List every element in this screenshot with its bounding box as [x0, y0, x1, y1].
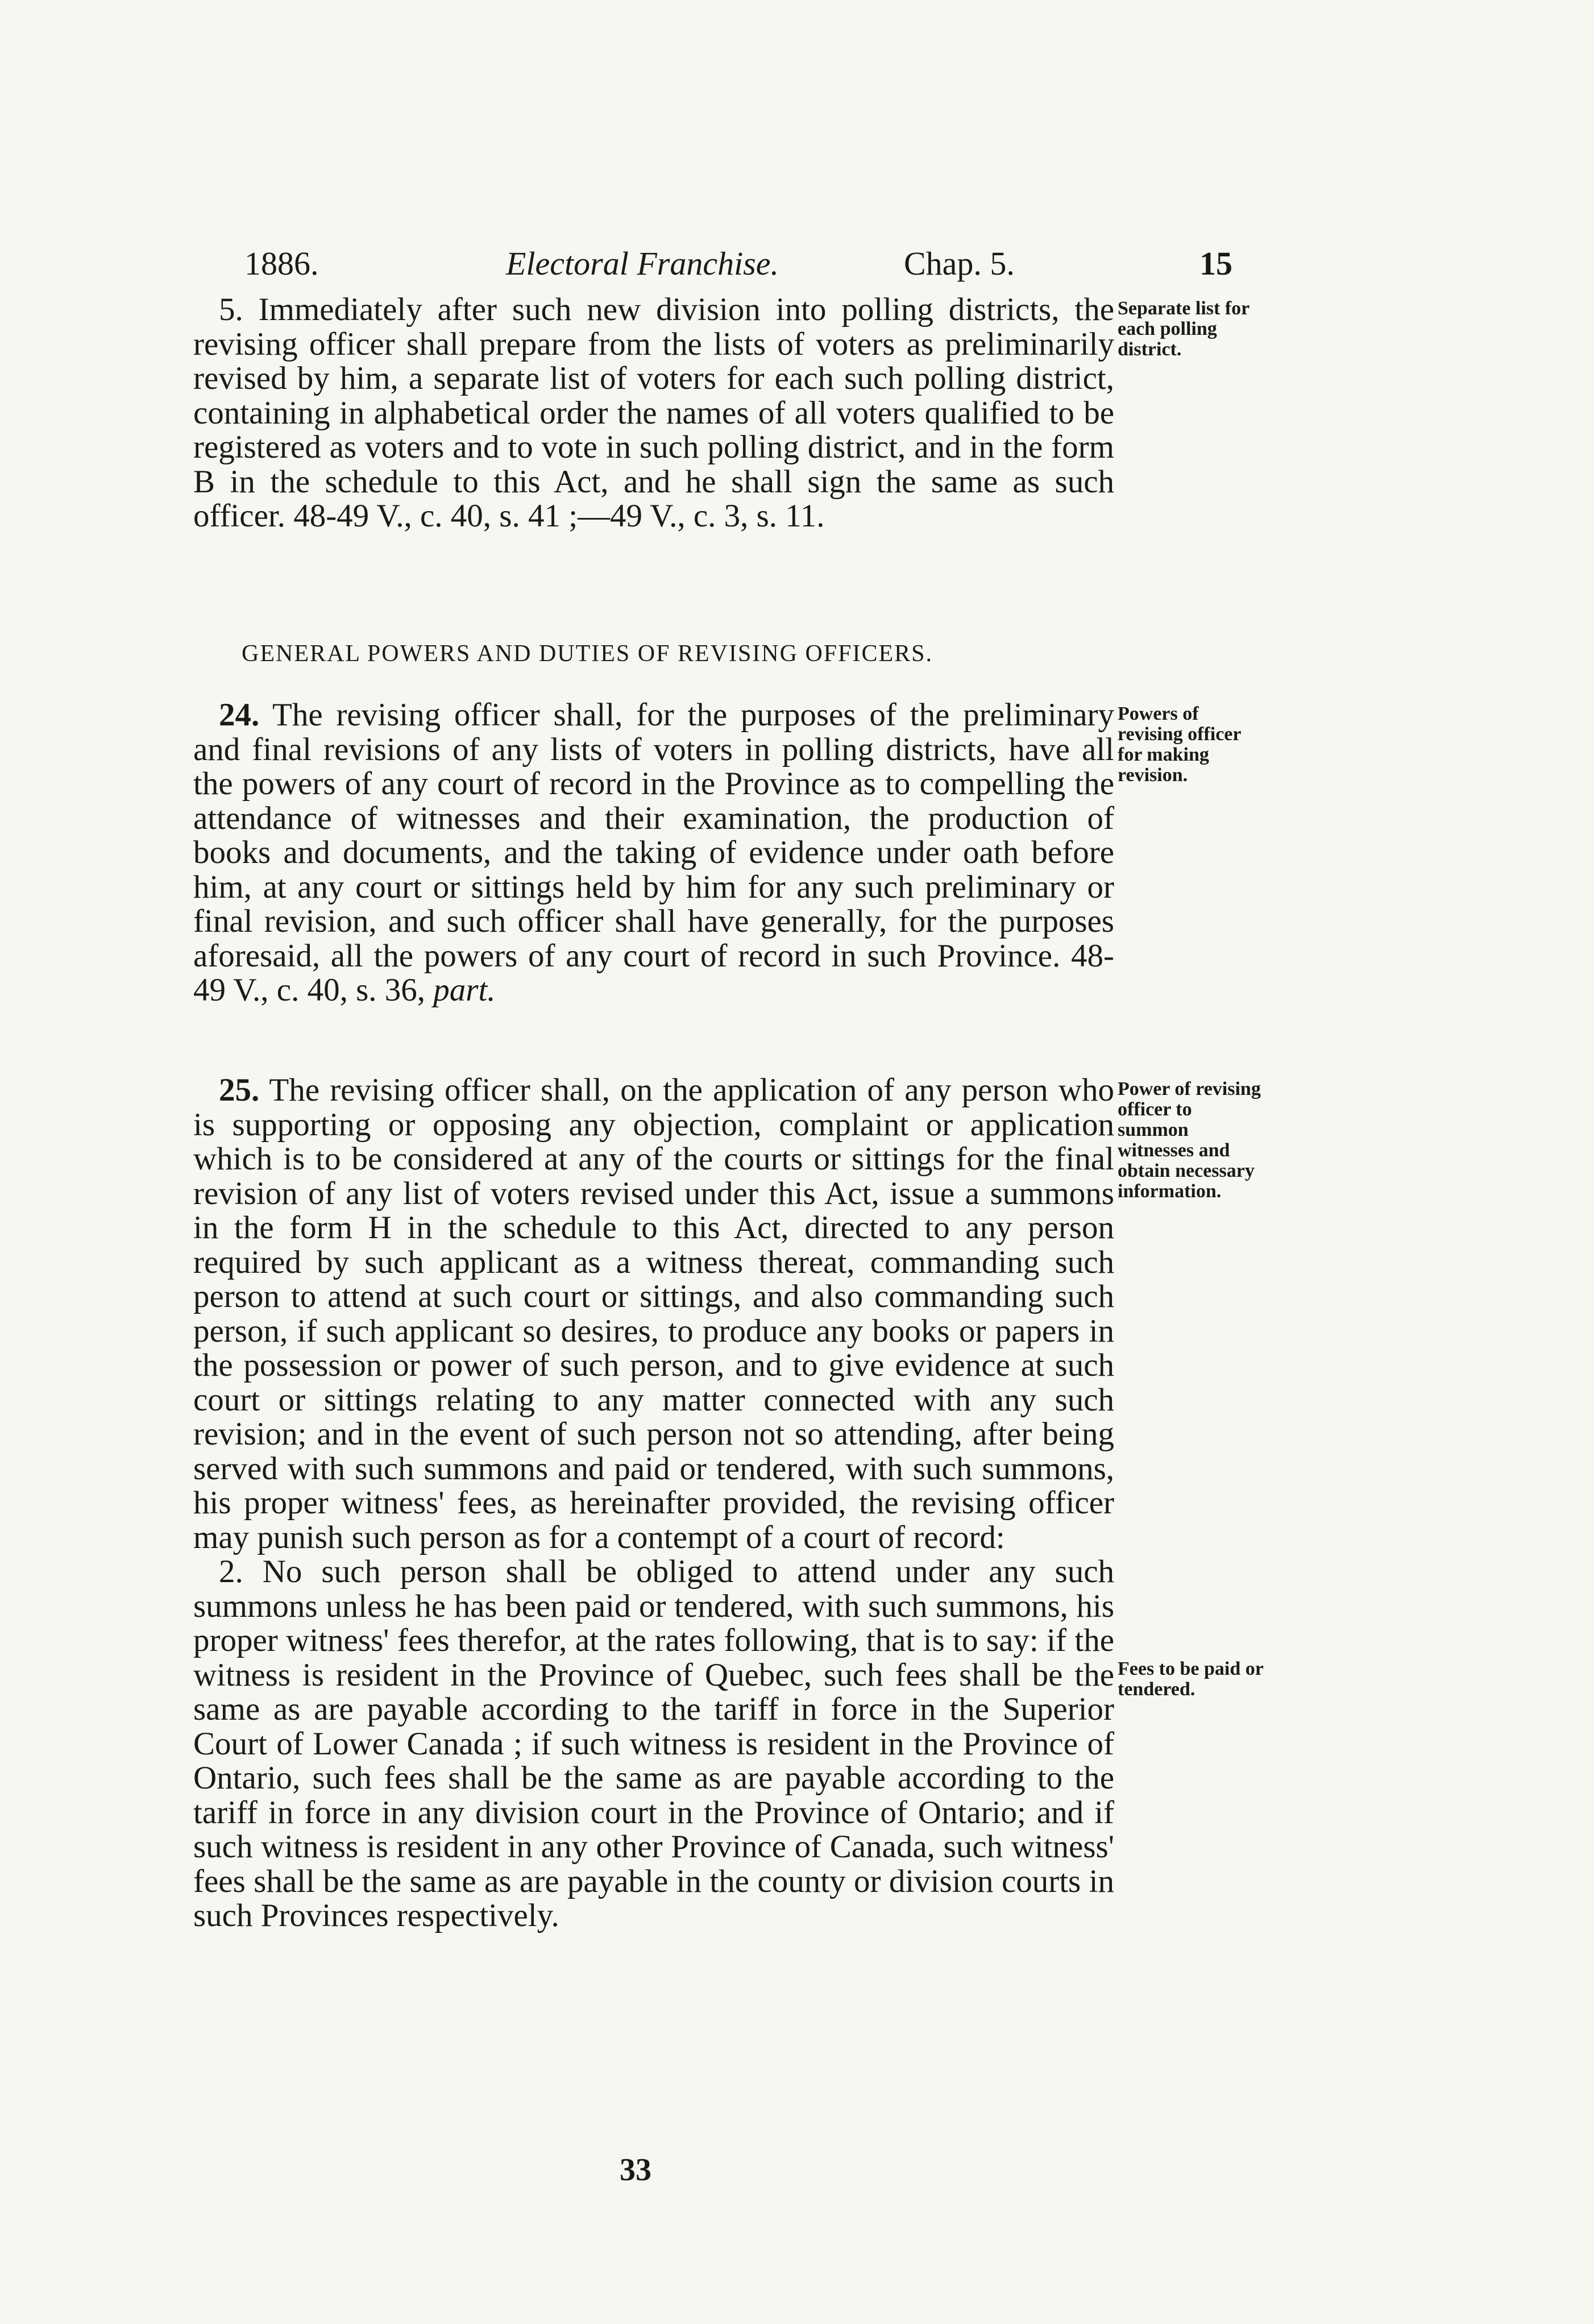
section-citation-part: part. — [433, 972, 496, 1008]
section-heading: GENERAL POWERS AND DUTIES OF REVISING OFFICERS. — [242, 641, 933, 667]
section-25-text — [193, 1073, 1114, 1555]
subsection-2: 2. No such person shall be obliged to attend under any such summons unless he has been paid or tendered, with such summons, his proper witness' fees therefor, at the rates following, that is to say: if the witness is resident in the Province of Quebec, such fees shall be the same as are payable according to the tariff in force in the Superior Court of Lower Canada ; if such witness is resident in the Province of Ontario, such fees shall be the same as are payable according to the tariff in force in any division court in the Province of Ontario; and if such witness is resident in any other Province of Canada, such witness' fees shall be the same as are payable in the county or division courts in such Provinces respectively. — [193, 1554, 1114, 1933]
section-heading-block — [193, 637, 1114, 671]
paragraph-text: 5. Immediately after such new division into polling districts, the revising officer shall prepare from the lists of voters as preliminarily revised by him, a separate list of voters for each such polling district, containing in alphabetical order the names of all voters qualified to be registered as voters and to vote in such polling district, and in the form B in the schedule to this Act, and he shall sign the same as such officer. 48-49 V., c. 40, s. 41 ;—49 V., c. 3, s. 11. — [193, 292, 1114, 534]
section-25 — [193, 1073, 1114, 1933]
running-head-year: 1886. — [244, 245, 319, 282]
section-body: The revising officer shall, for the purposes of the preliminary and final revisions of any lists of voters in polling districts, have all the powers of any court of record in the Province as to compelling the attendance of witnesses and their examination, the production of books and documents, and the taking of evidence under oath before him, at any court or sittings held by him for any such preliminary or final revision, and such officer shall have generally, for the purposes aforesaid, all the powers of any court of record in such Province. 48-49 V., c. 40, s. 36, — [193, 697, 1114, 1008]
page-number: 15 — [1199, 245, 1232, 282]
running-head-title: Electoral Franchise. — [506, 245, 779, 282]
running-head-chapter: Chap. 5. — [904, 245, 1015, 282]
marginal-note-powers: Powers of revising officer for making revision. — [1118, 703, 1241, 786]
section-number: 24. — [219, 697, 260, 733]
marginal-note-summon: Power of revising officer to summon witnesses and obtain necessary information. — [1118, 1078, 1261, 1202]
marginal-note-fees: Fees to be paid or tendered. — [1118, 1658, 1264, 1700]
section-24-text — [193, 698, 1114, 1008]
marginal-note-separate-list: Separate list for each polling district. — [1118, 298, 1250, 360]
section-24 — [193, 698, 1114, 1008]
section-number: 25. — [219, 1072, 260, 1108]
section-body: The revising officer shall, on the application of any person who is supporting or opposing any objection, complaint or application which is to be considered at any of the courts or sittings for the final revision of any list of voters revised under this Act, issue a summons in the form H in the schedule to this Act, directed to any person required by such applicant as a witness thereat, commanding such person to attend at such court or sittings, and also commanding such person, if such applicant so desires, to produce any books or papers in the possession or power of such person, and to give evidence at such court or sittings relating to any matter connected with any such revision; and in the event of such person not so attending, after being served with such summons and paid or tendered, with such summons, his proper witness' fees, as hereinafter provided, the revising officer may punish such person as for a contempt of a court of record: — [193, 1072, 1114, 1555]
paragraph-section-5 — [193, 293, 1114, 534]
signature-folio: 33 — [620, 2152, 651, 2188]
